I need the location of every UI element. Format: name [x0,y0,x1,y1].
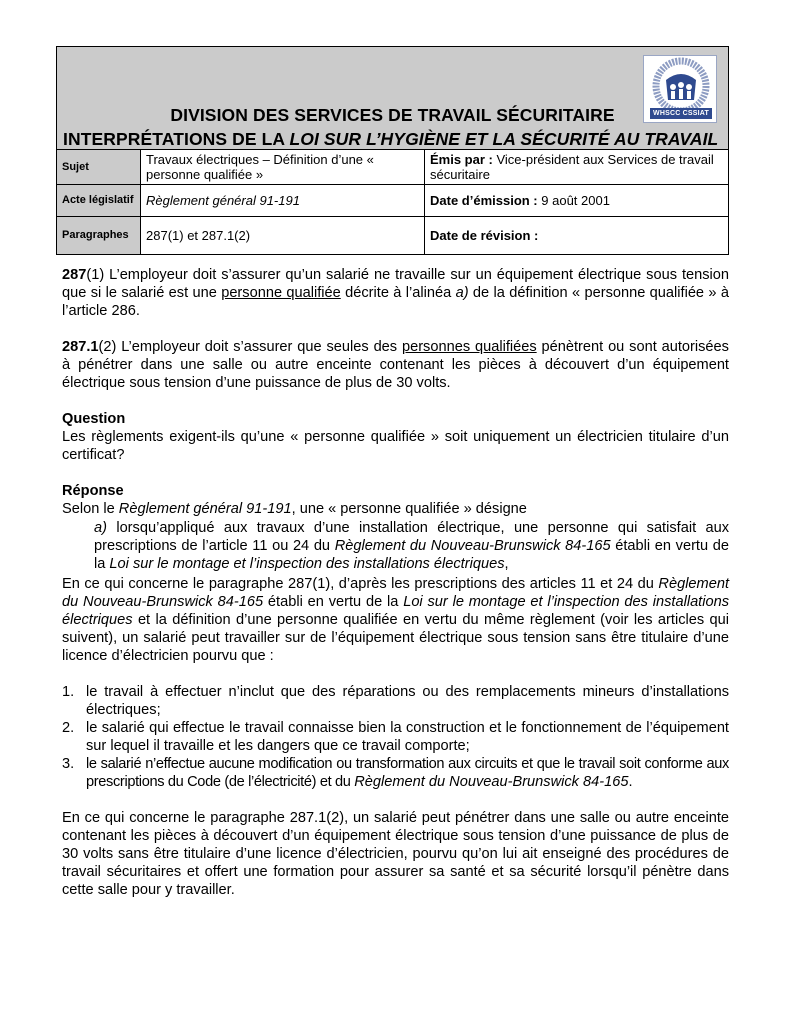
reponse-intro: Selon le Règlement général 91-191, une « personne qualifiée » désigne [62,501,527,517]
emis-par-cell: Émis par : Vice-président aux Services de travail sécuritaire [425,150,729,185]
question-heading: Question [62,411,126,427]
info-row-paragraphes [57,217,729,255]
division-title: DIVISION DES SERVICES DE TRAVAIL SÉCURITAIRE [170,105,615,125]
sujet-value: Travaux électriques – Définition d’une « personne qualifiée » [141,150,425,185]
acte-label: Acte législatif [57,185,141,217]
question-text: Les règlements exigent-ils qu’une « personne qualifiée » soit uniquement un électricien titulaire d’un certificat? [62,429,729,463]
paragraphes-value: 287(1) et 287.1(2) [141,217,425,255]
paragraph-287-1-2-interpretation: En ce qui concerne le paragraphe 287.1(2), un salarié peut pénétrer dans une salle ou autre enceinte contenant les pièces à découvert d’un équipement électrique sous tension d’une puissance de plus de 30 volts sans être titulaire d’une licence d’électricien, pourvu qu’on lui ait enseigné des procédures de travail sécuritaires et offert une formation pour assurer sa santé et sa sécurité lorsqu’il pénètre dans cette salle pour y travailler. [62,810,729,898]
logo-text: WHSCC CSSIAT [650,108,712,119]
document-header [56,46,729,150]
info-row-acte [57,185,729,217]
list-item: 1. le travail à effectuer n’inclut que des réparations ou des remplacements mineurs d’installations électriques; [62,684,729,718]
acte-value: Règlement général 91-191 [141,185,425,217]
definition-item-a: a) lorsqu’appliqué aux travaux d’une installation électrique, une personne qui satisfait aux prescriptions de l’article 11 ou 24 du Règlement du Nouveau-Brunswick 84-165 établi en vertu de la Loi sur le montage et l’inspection des installations électriques, [94,520,729,572]
paragraph-287-1-interpretation: En ce qui concerne le paragraphe 287(1), d’après les prescriptions des articles 11 et 24 du Règlement du Nouveau-Brunswick 84-165 établi en vertu de la Loi sur le montage et l’inspection des installations électriques et la définition d’une personne qualifiée en vertu du même règlement (voir les articles qui suivent), un salarié peut travailler sur de l’équipement électrique sous tension sans être titulaire d’une licence d’électricien pourvu que : [62,576,730,664]
conditions-list [62,683,729,791]
reponse-heading: Réponse [62,483,124,499]
list-item: 2. le salarié qui effectue le travail connaisse bien la construction et le fonctionnement de l’équipement sur lequel il travaille et les dangers que ce travail comporte; [62,720,729,754]
date-emission-cell: Date d’émission : 9 août 2001 [425,185,729,217]
interpretations-title: INTERPRÉTATIONS DE LA LOI SUR L’HYGIÈNE ET LA SÉCURITÉ AU TRAVAIL [63,129,719,149]
sujet-label: Sujet [57,150,141,185]
date-revision-label: Date de révision : [425,217,729,255]
paragraphes-label: Paragraphes [57,217,141,255]
paragraph-287: 287(1) L’employeur doit s’assurer qu’un salarié ne travaille sur un équipement électrique sous tension que si le salarié est une personne qualifiée décrite à l’alinéa a) de la définition « personne qualifiée » à l’article 286. [62,267,729,319]
info-table [56,149,729,255]
list-item: 3. le salarié n’effectue aucune modification ou transformation aux circuits et que le travail soit conforme aux prescriptions du Code (de l’électricité) et du Règlement du Nouveau-Brunswick 84-165. [62,756,729,790]
info-row-sujet [57,150,729,185]
paragraph-287-1: 287.1(2) L’employeur doit s’assurer que seules des personnes qualifiées pénètrent ou sont autorisées à pénétrer dans une salle ou autre enceinte contenant les pièces à découvert d’un équipement électrique sous tension d’une puissance de plus de 30 volts. [62,339,729,391]
document-body [62,266,729,899]
